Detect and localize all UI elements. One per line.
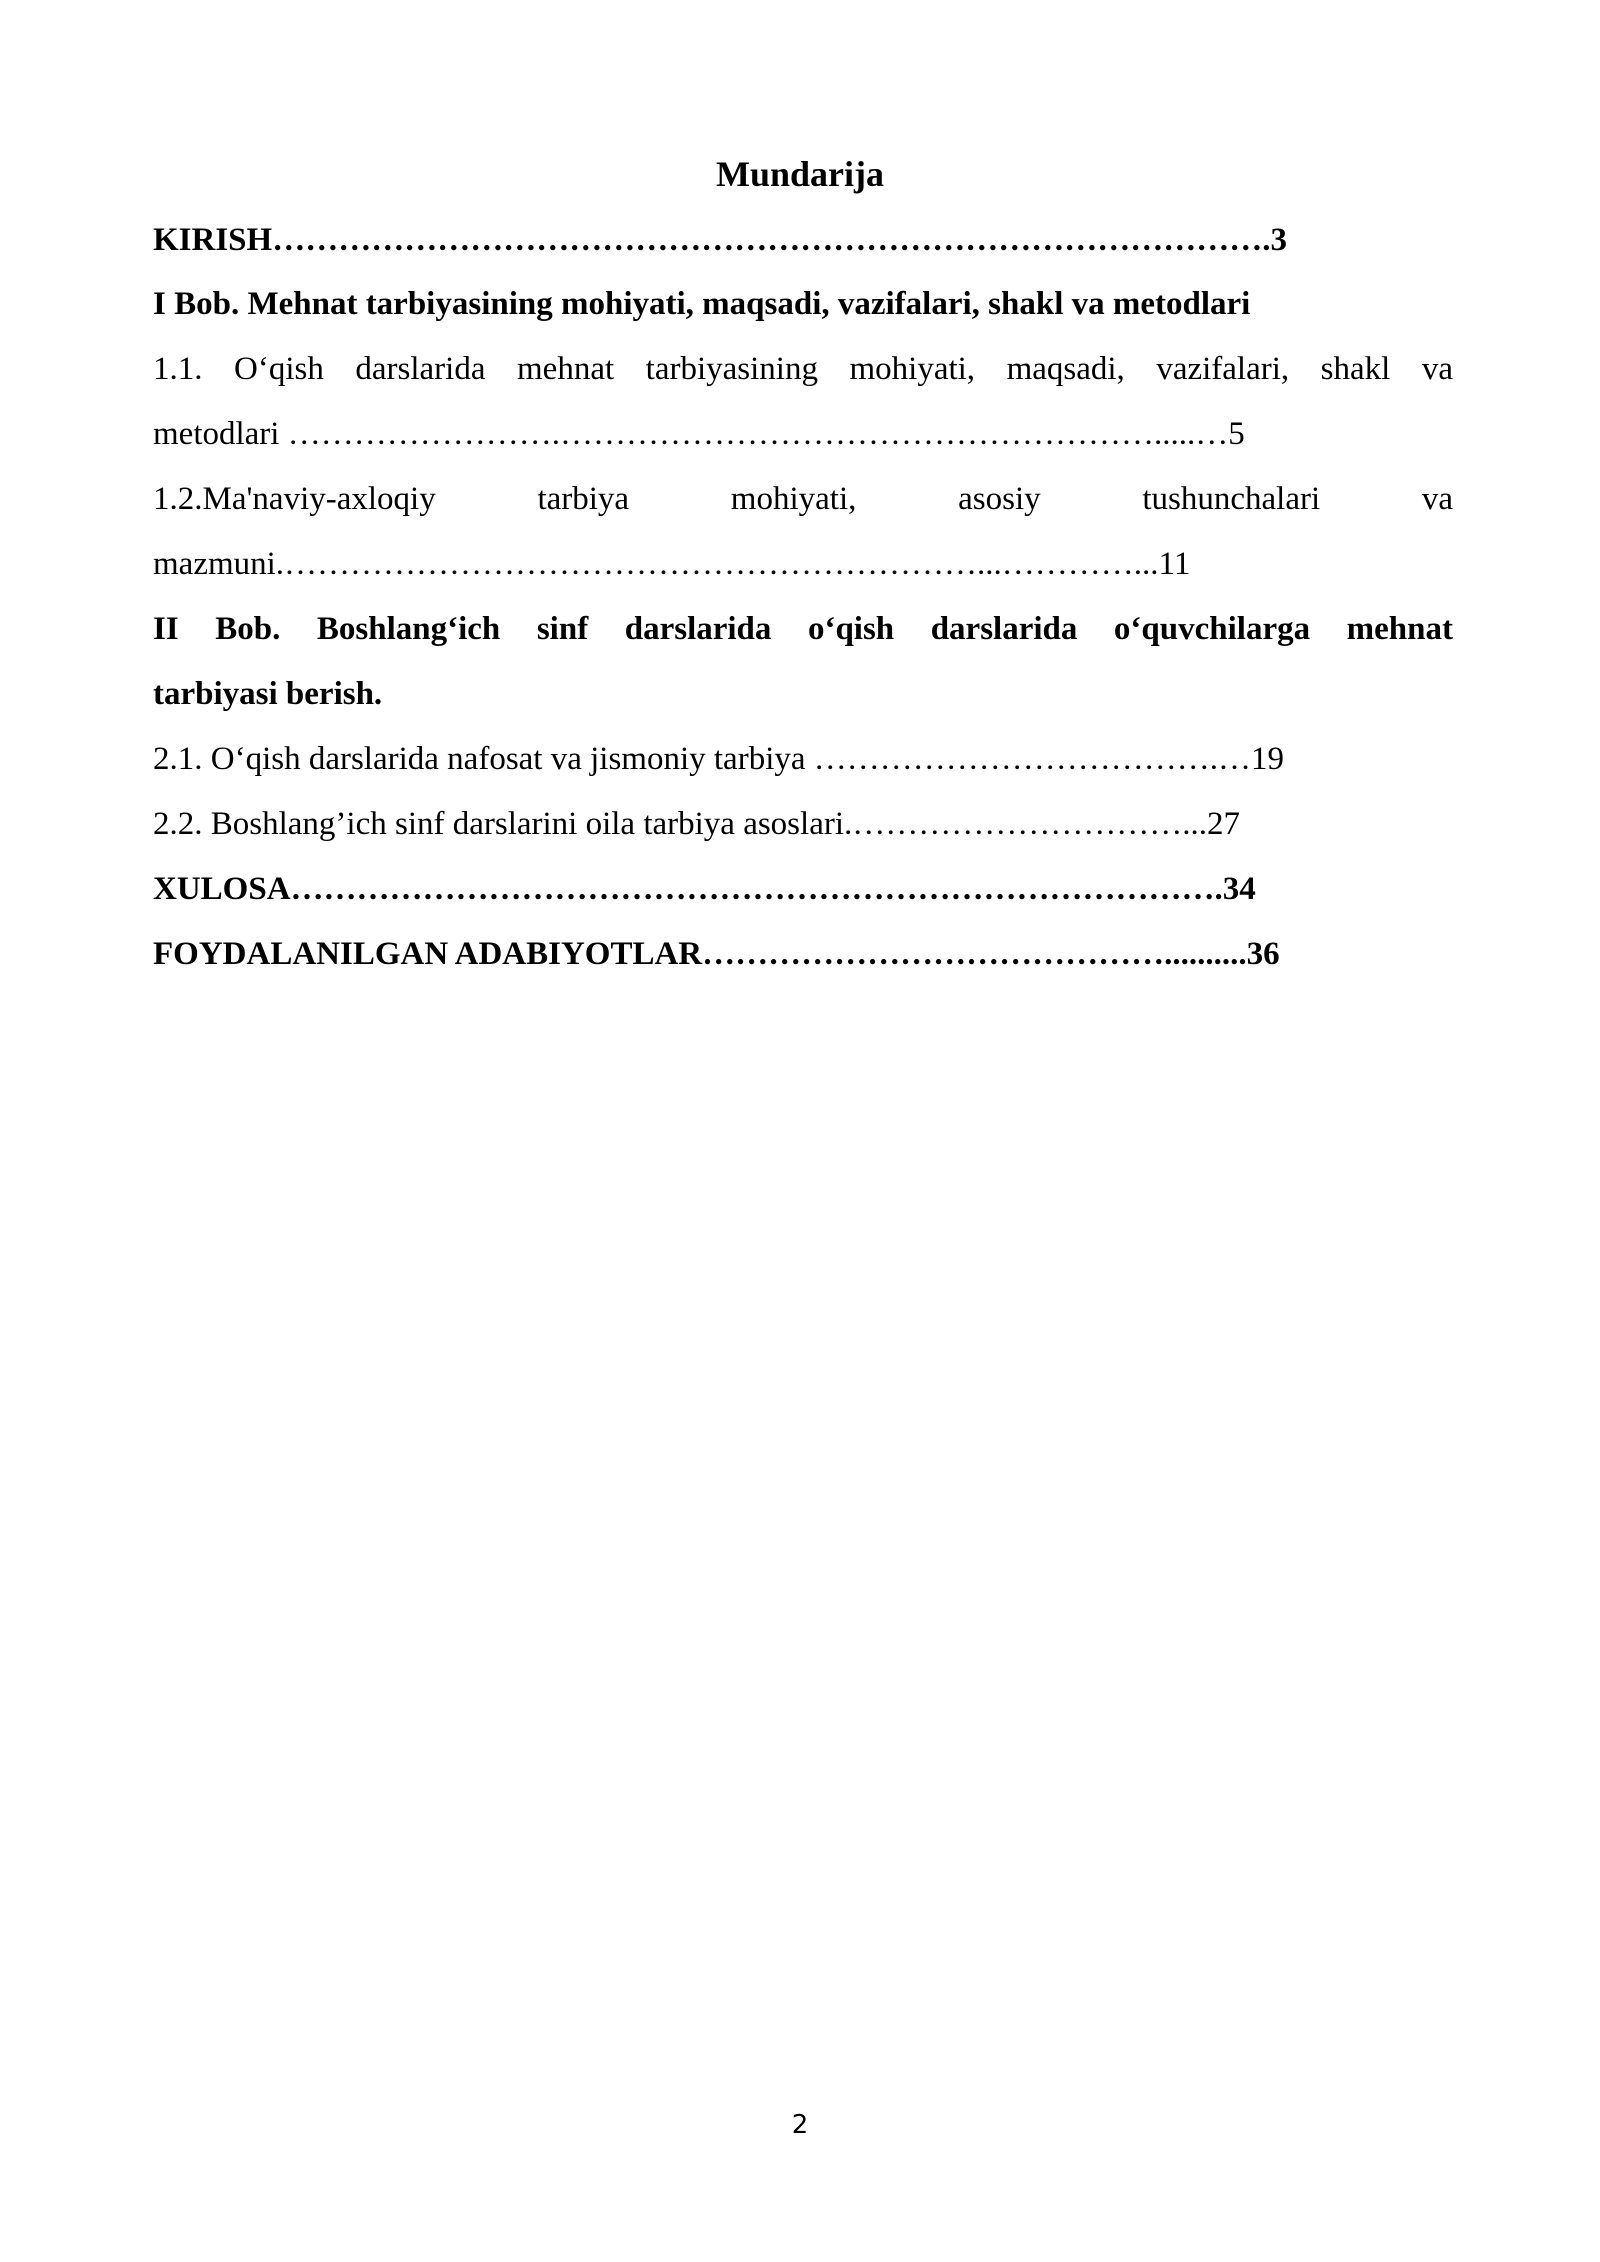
toc-entry-kirish: KIRISH……………………………………………………………………………….3	[153, 222, 1287, 258]
toc-entry-adabiyotlar: FOYDALANILGAN ADABIYOTLAR……………………………………..........36	[153, 936, 1280, 972]
toc-chapter-2-title-line-2: tarbiyasi berish.	[153, 676, 383, 712]
page-title: Mundarija	[715, 154, 884, 194]
toc-entry-2-1: 2.1. O‘qish darslarida nafosat va jismoniy tarbiya ……………………………….…19	[153, 741, 1285, 777]
toc-chapter-1-title: I Bob. Mehnat tarbiyasining mohiyati, maqsadi, vazifalari, shakl va metodlari	[153, 286, 1251, 322]
toc-entry-2-2: 2.2. Boshlang’ich sinf darslarini oila tarbiya asoslari.…………………………...27	[153, 806, 1241, 842]
toc-entry-1-2-line-1: 1.2.Ma'naviy-axloqiy tarbiya mohiyati, asosiy tushunchalari va	[153, 481, 1453, 517]
page-number: 2	[791, 2110, 809, 2140]
toc-chapter-2-title-line-1: II Bob. Boshlang‘ich sinf darslarida o‘qish darslarida o‘quvchilarga mehnat	[153, 611, 1453, 647]
toc-entry-1-2-line-2: mazmuni.………………………………………………………...…………...11	[153, 546, 1191, 582]
toc-entry-1-1-line-2: metodlari …………………….……………………………………………….....…5	[153, 416, 1245, 452]
toc-entry-xulosa: XULOSA………………………………………………………………………….34	[153, 871, 1256, 907]
toc-entry-1-1-line-1: 1.1. O‘qish darslarida mehnat tarbiyasining mohiyati, maqsadi, vazifalari, shakl va	[153, 351, 1453, 387]
